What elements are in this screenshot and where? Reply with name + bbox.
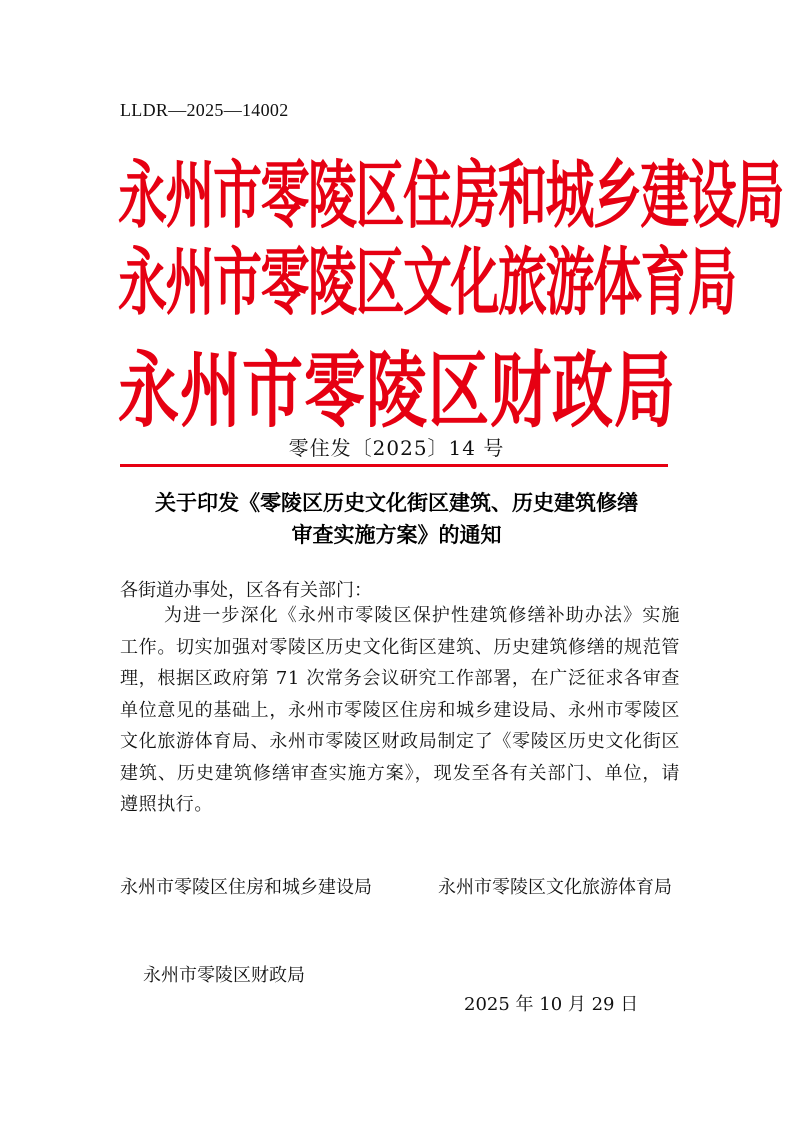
issuer-culture-tourism-bureau: 永州市零陵区文化旅游体育局	[118, 240, 736, 326]
issuer-housing-bureau: 永州市零陵区住房和城乡建设局	[118, 153, 784, 239]
document-title	[0, 487, 793, 551]
red-separator-line	[120, 464, 668, 467]
issuer-finance-bureau: 永州市零陵区财政局	[118, 343, 677, 440]
issue-date: 2025 年 10 月 29 日	[464, 994, 639, 1015]
signature-housing-bureau: 永州市零陵区住房和城乡建设局	[120, 877, 372, 898]
title-line-2: 审查实施方案》的通知	[291, 523, 502, 547]
signature-culture-tourism-bureau: 永州市零陵区文化旅游体育局	[438, 877, 672, 898]
addressee: 各街道办事处，区各有关部门：	[120, 580, 372, 601]
document-code: LLDR—2025—14002	[120, 100, 289, 120]
signature-finance-bureau: 永州市零陵区财政局	[143, 965, 305, 986]
body-paragraph: 为进一步深化《永州市零陵区保护性建筑修缮补助办法》实施工作。切实加强对零陵区历史文化街区建筑、历史建筑修缮的规范管理，根据区政府第 71 次常务会议研究工作部署，在广泛征求各审查单位意见的基础上，永州市零陵区住房和城乡建设局、永州市零陵区文化旅游体育局、永州市零陵区财政局制定了《零陵区历史文化街区建筑、历史建筑修缮审查实施方案》，现发至各有关部门、单位，请遵照执行。	[120, 605, 680, 815]
title-line-1: 关于印发《零陵区历史文化街区建筑、历史建筑修缮	[155, 491, 638, 515]
document-number: 零住发〔2025〕14 号	[288, 436, 505, 460]
